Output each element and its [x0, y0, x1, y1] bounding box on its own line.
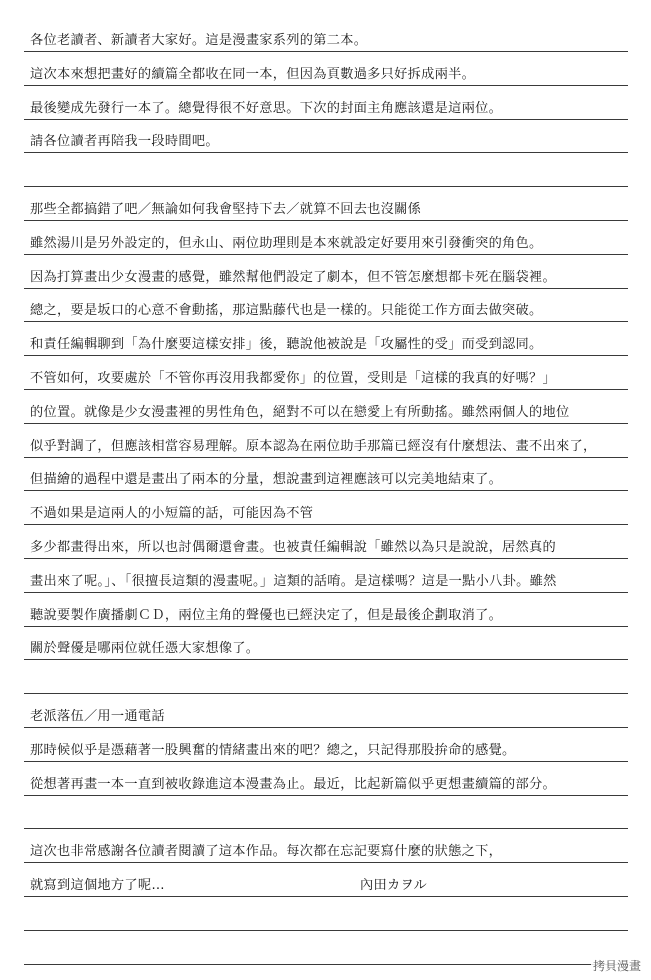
ruled-line: [24, 964, 628, 965]
ruled-line: [24, 727, 628, 728]
ruled-line: [24, 490, 628, 491]
text-line: 那些全都搞錯了吧／無論如何我會堅持下去／就算不回去也沒關係: [30, 202, 422, 217]
ruled-line: [24, 220, 628, 221]
ruled-line: [24, 51, 628, 52]
text-line: 但描繪的過程中還是畫出了兩本的分量，想說畫到這裡應該可以完美地結束了。: [30, 472, 503, 488]
author-signature: 內田カヲル: [360, 878, 428, 893]
text-line: 關於聲優是哪兩位就任憑大家想像了。: [30, 641, 260, 657]
text-line: 的位置。就像是少女漫畫裡的男性角色，絕對不可以在戀愛上有所動搖。雖然兩個人的地位: [30, 404, 570, 420]
ruled-line: [24, 828, 628, 829]
text-line: 聽說要製作廣播劇ＣＤ，兩位主角的聲優也已經決定了，但是最後企劃取消了。: [30, 607, 503, 623]
ruled-line: [24, 761, 628, 762]
text-line: 請各位讀者再陪我一段時間吧。: [30, 134, 219, 150]
ruled-line: [24, 626, 628, 627]
ruled-line: [24, 119, 628, 120]
text-line: 最後變成先發行一本了。總覺得很不好意思。下次的封面主角應該還是這兩位。: [30, 100, 503, 116]
text-line: 這次本來想把畫好的續篇全都收在同一本，但因為頁數過多只好拆成兩半。: [30, 66, 476, 82]
ruled-line: [24, 186, 628, 187]
ruled-line: [24, 85, 628, 86]
text-line: 不管如何，攻要處於「不管你再沒用我都愛你」的位置，受則是「這樣的我真的好嗎？」: [30, 371, 557, 386]
text-line: 就寫到這個地方了呢… 內田カヲル: [30, 878, 428, 893]
ruled-line: [24, 930, 628, 931]
ruled-line: [24, 524, 628, 525]
text-line: 似乎對調了，但應該相當容易理解。原本認為在兩位助手那篇已經沒有什麼想法、畫不出來了，: [30, 438, 597, 454]
site-watermark: 拷貝漫畫: [592, 959, 641, 973]
ruled-line: [24, 423, 628, 424]
text-line: 雖然湯川是另外設定的，但永山、兩位助理則是本來就設定好要用來引發衝突的角色。: [30, 235, 543, 251]
ruled-line: [24, 896, 628, 897]
ruled-line: [24, 152, 628, 153]
text-line: 畫出來了呢。」、「很擅長這類的漫畫呢。」這類的話唷。是這樣嗎？這是一點小八卦。雖然: [30, 573, 557, 589]
ruled-line: [24, 795, 628, 796]
text-line: 那時候似乎是憑藉著一股興奮的情緒畫出來的吧？總之，只記得那股拚命的感覺。: [30, 742, 516, 758]
text-line: 不過如果是這兩人的小短篇的話，可能因為不管: [30, 506, 314, 522]
ruled-line: [24, 355, 628, 356]
ruled-line: [24, 693, 628, 694]
text-line: 總之，要是坂口的心意不會動搖，那這點藤代也是一樣的。只能從工作方面去做突破。: [30, 303, 543, 319]
ruled-line: [24, 558, 628, 559]
text-line: 多少都畫得出來，所以也討偶爾還會畫。也被責任編輯說「雖然以為只是說說，居然真的: [30, 540, 557, 555]
ruled-line: [24, 321, 628, 322]
text-line: 從想著再畫一本一直到被收錄進這本漫畫為止。最近，比起新篇似乎更想畫續篇的部分。: [30, 776, 557, 792]
text-line: 和責任編輯聊到「為什麼要這樣安排」後，聽說他被說是「攻屬性的受」而受到認同。: [30, 337, 543, 353]
ruled-line: [24, 659, 628, 660]
ruled-line: [24, 389, 628, 390]
ruled-line: [24, 288, 628, 289]
text-line: 老派落伍／用一通電話: [30, 709, 165, 724]
text-line: 各位老讀者、新讀者大家好。這是漫畫家系列的第二本。: [30, 33, 368, 48]
ruled-line: [24, 592, 628, 593]
text-line: 因為打算畫出少女漫畫的感覺，雖然幫他們設定了劇本，但不管怎麼想都卡死在腦袋裡。: [30, 269, 557, 285]
ruled-line: [24, 457, 628, 458]
text-line: 這次也非常感謝各位讀者閱讀了這本作品。每次都在忘記要寫什麼的狀態之下，: [30, 844, 503, 860]
ruled-line: [24, 254, 628, 255]
ruled-line: [24, 862, 628, 863]
